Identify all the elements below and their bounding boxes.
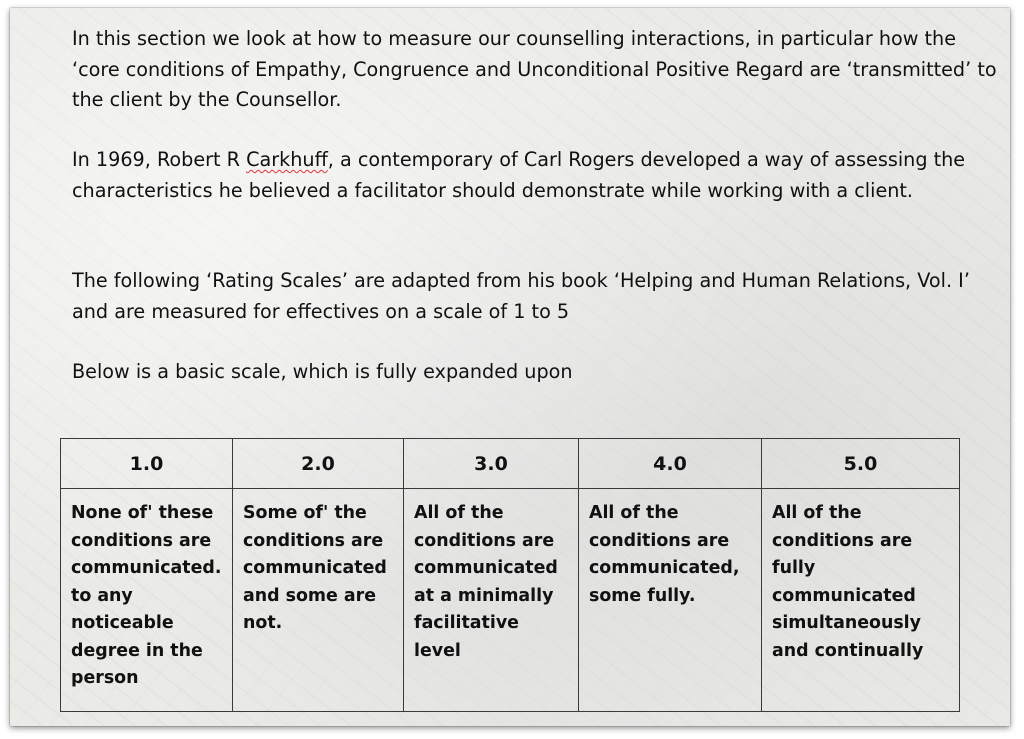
scale-description-2: Some of' the conditions are communicated and some are not. [233, 489, 404, 712]
history-text-end: , a contemporary of Carl Rogers developed a way of assessing the characteristics he believed a facilitator should demonstrate while working with a client. [72, 148, 966, 202]
basic-scale-paragraph: Below is a basic scale, which is fully expanded upon [72, 360, 573, 383]
history-text-start: In 1969, Robert R [72, 148, 247, 171]
scale-description-4: All of the conditions are communicated, some fully. [579, 489, 762, 712]
scale-header-3: 3.0 [404, 439, 579, 489]
scale-header-4: 4.0 [579, 439, 762, 489]
misspelled-word-carkhuff[interactable]: Carkhuff [246, 148, 328, 171]
scale-description-row [61, 489, 960, 712]
rating-scale-table [60, 438, 960, 712]
rating-scales-paragraph: The following ‘Rating Scales’ are adapted from his book ‘Helping and Human Relations, Vol. I’ and are measured for effectives on a scale of 1 to 5 [72, 269, 970, 323]
paper-page [10, 8, 1010, 726]
history-paragraph [72, 145, 1002, 206]
scale-description-5: All of the conditions are fully communicated simultaneously and continually [762, 489, 960, 712]
scale-header-5: 5.0 [762, 439, 960, 489]
scale-description-3: All of the conditions are communicated at a minimally facilitative level [404, 489, 579, 712]
scale-header-row [61, 439, 960, 489]
scale-header-1: 1.0 [61, 439, 233, 489]
scale-header-2: 2.0 [233, 439, 404, 489]
scale-description-1: None of' these conditions are communicated. to any noticeable degree in the person [61, 489, 233, 712]
intro-paragraph: In this section we look at how to measure our counselling interactions, in particular how the ‘core conditions of Empathy, Congruence and Unconditional Positive Regard are ‘transmitted’ to the client by the Counsellor. [72, 27, 997, 111]
